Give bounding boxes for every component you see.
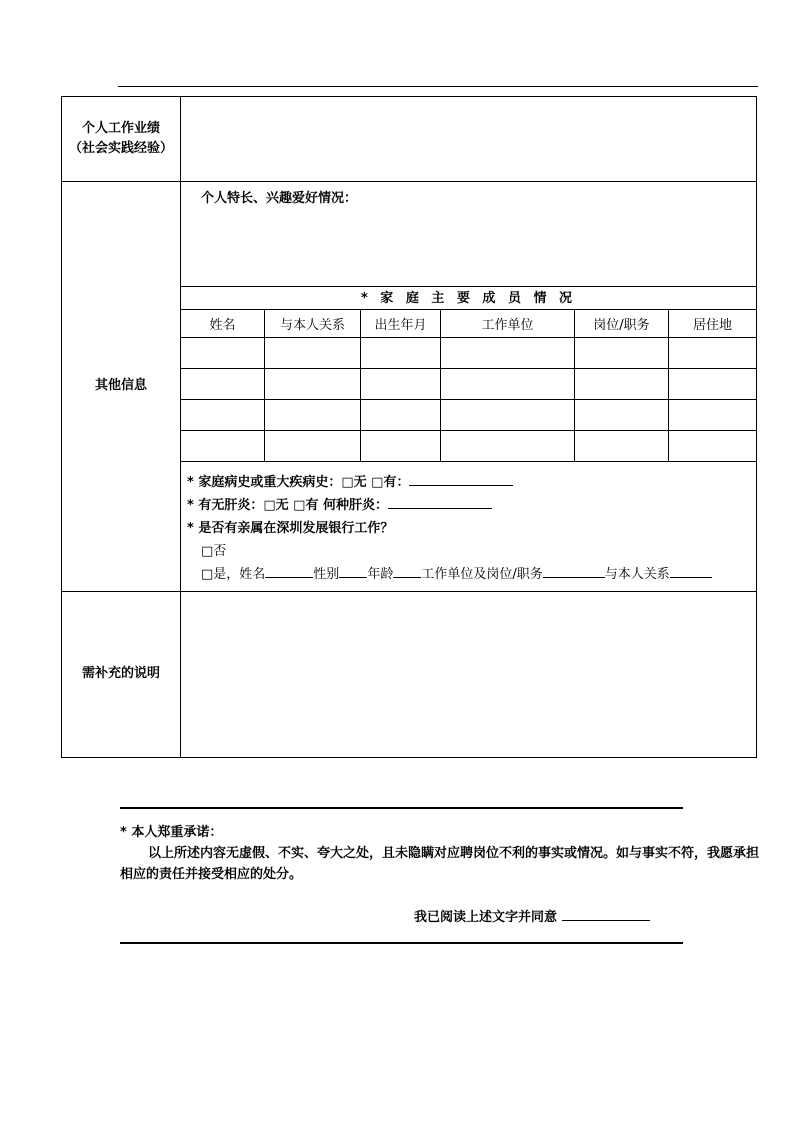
family-history-blank[interactable] — [409, 472, 513, 486]
pledge-section — [120, 822, 760, 885]
header-birth: 出生年月 — [361, 310, 441, 337]
hobbies-label: 个人特长、兴趣爱好情况： — [201, 191, 358, 206]
family-history-label: * 家庭病史或重大疾病史： — [187, 475, 342, 490]
pledge-body: 以上所述内容无虚假、不实、夸大之处，且未隐瞒对应聘岗位不利的事实或情况。如与事实不符，我愿承担相应的责任并接受相应的处分。 — [120, 846, 760, 882]
relatives-question: * 是否有亲属在深圳发展银行工作？ — [187, 521, 394, 536]
family-members-title: * 家 庭 主 要 成 员 情 况 — [181, 286, 756, 309]
hepatitis-type-blank[interactable] — [388, 495, 492, 509]
header-employer: 工作单位 — [441, 310, 575, 337]
table-row — [181, 338, 756, 369]
cell-name[interactable] — [181, 369, 265, 399]
family-history-yes-checkbox[interactable]: □有： — [371, 475, 410, 490]
pledge-bottom-rule — [120, 942, 683, 944]
cell-employer[interactable] — [441, 431, 575, 461]
header-name: 姓名 — [181, 310, 265, 337]
performance-label-line2: （社会实践经验） — [68, 141, 173, 156]
cell-residence[interactable] — [669, 431, 756, 461]
cell-employer[interactable] — [441, 369, 575, 399]
relative-name-blank[interactable] — [265, 564, 313, 578]
relative-relation-blank[interactable] — [670, 564, 712, 578]
cell-name[interactable] — [181, 400, 265, 430]
hepatitis-type-label: 何种肝炎： — [322, 498, 388, 513]
family-history-none-checkbox[interactable]: □无 — [341, 475, 367, 490]
health-questions — [187, 471, 750, 586]
pledge-title: * 本人郑重承诺： — [120, 825, 223, 840]
family-history-question — [187, 471, 750, 494]
agree-statement — [414, 906, 650, 925]
hepatitis-label: * 有无肝炎： — [187, 498, 264, 513]
cell-employer[interactable] — [441, 400, 575, 430]
cell-residence[interactable] — [669, 338, 756, 368]
performance-field[interactable] — [181, 97, 756, 181]
cell-relation[interactable] — [265, 369, 361, 399]
hepatitis-yes-checkbox[interactable]: □有 — [293, 498, 319, 513]
notes-label: 需补充的说明 — [62, 591, 181, 757]
relative-gender-blank[interactable] — [339, 564, 367, 578]
header-position: 岗位/职务 — [575, 310, 669, 337]
header-relation: 与本人关系 — [265, 310, 361, 337]
relative-age-blank[interactable] — [393, 564, 421, 578]
relative-gender-label: 性别 — [313, 567, 340, 582]
cell-position[interactable] — [575, 338, 669, 368]
other-info-label: 其他信息 — [62, 181, 181, 591]
header-rule — [118, 86, 758, 87]
cell-birth[interactable] — [361, 400, 441, 430]
cell-name[interactable] — [181, 431, 265, 461]
relatives-yes-checkbox[interactable]: □是，姓名 — [201, 567, 266, 582]
relative-age-label: 年龄 — [367, 567, 394, 582]
cell-relation[interactable] — [265, 338, 361, 368]
agree-label: 我已阅读上述文字并同意 — [414, 910, 558, 925]
family-table-header — [181, 310, 756, 338]
relative-work-label: 工作单位及岗位/职务 — [421, 567, 543, 582]
cell-name[interactable] — [181, 338, 265, 368]
performance-label — [62, 97, 181, 181]
cell-position[interactable] — [575, 431, 669, 461]
relatives-no-checkbox[interactable]: □否 — [201, 544, 227, 559]
notes-field[interactable] — [181, 591, 756, 757]
cell-position[interactable] — [575, 400, 669, 430]
cell-position[interactable] — [575, 369, 669, 399]
cell-residence[interactable] — [669, 400, 756, 430]
cell-relation[interactable] — [265, 431, 361, 461]
cell-birth[interactable] — [361, 431, 441, 461]
application-form-table — [61, 96, 757, 758]
cell-employer[interactable] — [441, 338, 575, 368]
cell-birth[interactable] — [361, 369, 441, 399]
other-info-section — [181, 181, 756, 591]
relative-work-blank[interactable] — [543, 564, 605, 578]
relative-relation-label: 与本人关系 — [604, 567, 670, 582]
cell-relation[interactable] — [265, 400, 361, 430]
table-row — [181, 400, 756, 431]
performance-label-line1: 个人工作业绩 — [81, 121, 160, 136]
table-row — [181, 431, 756, 462]
signature-blank[interactable] — [562, 907, 650, 921]
cell-birth[interactable] — [361, 338, 441, 368]
header-residence: 居住地 — [692, 318, 732, 333]
table-row — [181, 369, 756, 400]
hepatitis-none-checkbox[interactable]: □无 — [263, 498, 289, 513]
pledge-top-rule — [120, 807, 683, 809]
hepatitis-question — [187, 494, 750, 517]
relatives-yes-row — [187, 563, 750, 586]
cell-residence[interactable] — [669, 369, 756, 399]
family-members-table — [181, 309, 756, 462]
